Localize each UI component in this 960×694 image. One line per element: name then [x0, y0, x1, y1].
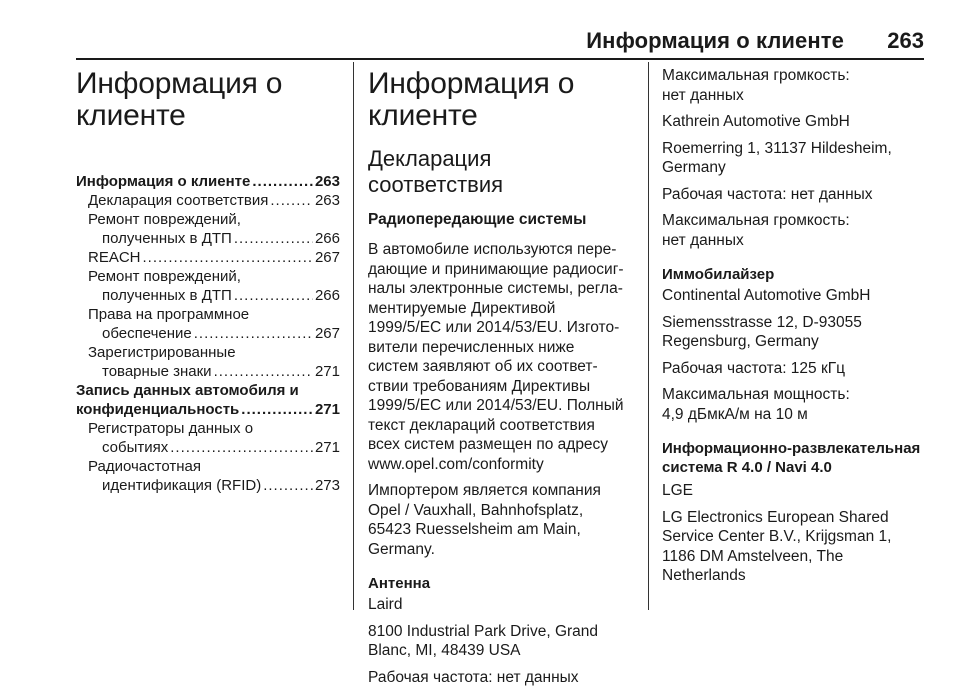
header-title: Информация о клиенте — [586, 28, 844, 53]
toc-column — [76, 68, 340, 495]
toc-entry[interactable]: Права на программное обеспечение ..... 267 — [76, 305, 340, 343]
toc-entry[interactable]: Радиочастотная идентификация (RFID) ..... 273 — [76, 457, 340, 495]
max-power: Максимальная мощность: 4,9 дБмкА/м на 10 м — [662, 386, 850, 423]
page-number: 263 — [887, 28, 924, 53]
toc-entry[interactable]: Регистраторы данных о событиях ..... 271 — [76, 419, 340, 457]
header-rule — [76, 58, 924, 60]
topic-heading: Радиопередающие системы — [368, 211, 587, 228]
immobilizer-heading: Иммобилайзер — [662, 266, 775, 283]
toc-list — [76, 172, 340, 495]
manufacturer-address: Siemensstrasse 12, D-93055 Regensburg, Germany — [662, 313, 862, 350]
page-header — [76, 22, 924, 56]
toc-entry[interactable]: REACH ..... 267 — [76, 248, 340, 267]
frequency-text: Рабочая частота: 125 кГц — [662, 359, 846, 377]
toc-entry[interactable]: Запись данных автомобиля и конфиденциальность ..... 271 — [76, 381, 340, 419]
column-divider — [648, 62, 649, 610]
toc-entry[interactable]: Информация о клиенте ..... 263 — [76, 172, 340, 191]
subsection-title: Декларация соответствия — [368, 146, 504, 197]
frequency-text: Рабочая частота: нет данных — [368, 668, 579, 686]
max-volume: Максимальная громкость: нет данных — [662, 67, 850, 104]
manufacturer-name: Laird — [368, 596, 403, 613]
frequency-text: Рабочая частота: нет данных — [662, 185, 873, 203]
manufacturer-address: LG Electronics European Shared Service Center B.V., Krijgsman 1, 1186 DM Amstelveen, The Netherlands — [662, 508, 892, 584]
conformity-link[interactable]: www.opel.com/conformity — [368, 455, 544, 473]
toc-entry[interactable]: Ремонт повреждений, полученных в ДТП ..... 266 — [76, 210, 340, 248]
infotainment-heading: Информационно-развлекательная система R 4.0 / Navi 4.0 — [662, 440, 921, 476]
toc-entry[interactable]: Декларация соответствия ..... 263 — [76, 191, 340, 210]
content-column-2 — [662, 66, 932, 593]
toc-entry[interactable]: Зарегистрированные товарные знаки ..... 271 — [76, 343, 340, 381]
manufacturer-address: 8100 Industrial Park Drive, Grand Blanc, MI, 48439 USA — [368, 622, 599, 659]
antenna-heading: Антенна — [368, 575, 431, 592]
manufacturer-name: Kathrein Automotive GmbH — [662, 113, 850, 130]
manufacturer-address: Roemerring 1, 31137 Hildesheim, Germany — [662, 139, 892, 176]
paragraph: В автомобиле используются пере- дающие и принимающие радиосиг- налы электронные системы, регла- ментируемые Директивой 1999/5/ЕС или 2014/53/EU. Изгото- вители перечисленных ниже систем заявляют об их соответ- ствии требованиям Директивы 1999/5/ЕС или 2014/53/EU. Полный текст деклараций соответствия всех систем размещен по адресу www.opel.com/conformity — [368, 241, 624, 473]
column-divider — [353, 62, 354, 610]
manufacturer-name: Continental Automotive GmbH — [662, 287, 871, 304]
max-volume: Максимальная громкость: нет данных — [662, 212, 850, 249]
toc-entry[interactable]: Ремонт повреждений, полученных в ДТП ..... 266 — [76, 267, 340, 305]
paragraph: Импортером является компания Opel / Vauxhall, Bahnhofsplatz, 65423 Ruesselsheim am Main, Germany. — [368, 482, 601, 558]
manufacturer-name: LGE — [662, 482, 694, 499]
content-column-1 — [368, 68, 632, 694]
section-title: Информация о клиенте — [368, 67, 575, 132]
toc-title: Информация о клиенте — [76, 67, 283, 132]
